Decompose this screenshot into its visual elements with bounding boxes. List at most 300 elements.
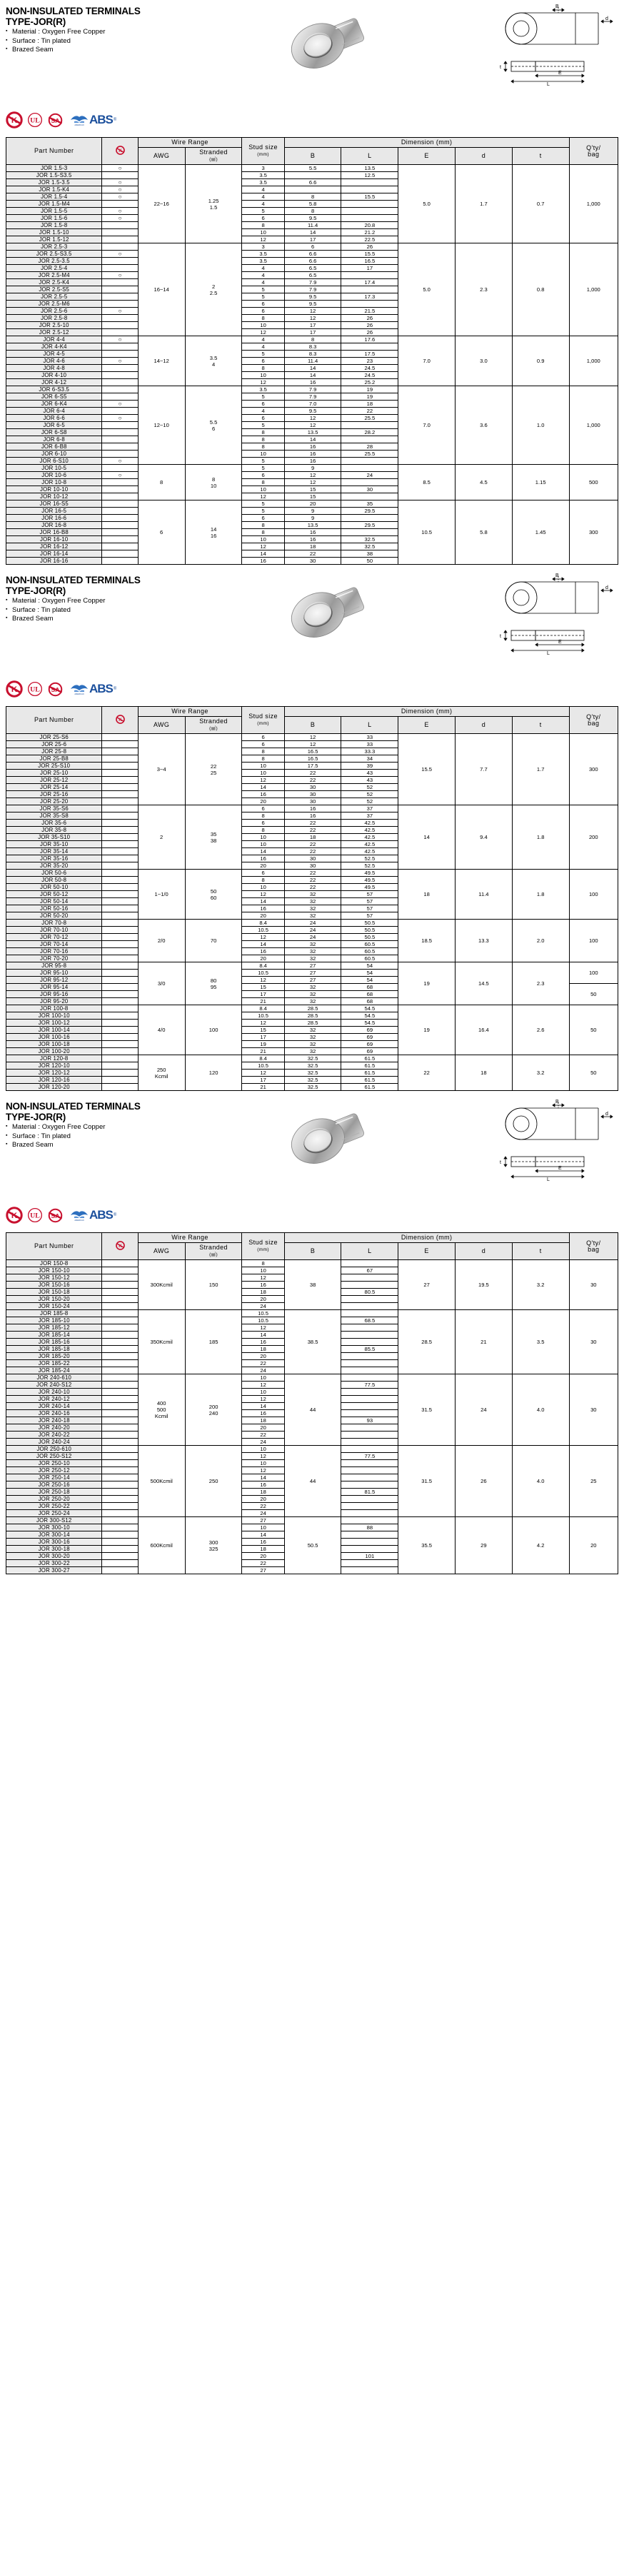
part-number-cell[interactable]: JOR 70-16 (6, 948, 102, 955)
svg-text:B: B (555, 573, 559, 578)
kc-mark-cell (102, 386, 138, 393)
qty-label2: bag (588, 719, 600, 727)
dim-d-cell: 19.5 (456, 1260, 513, 1310)
part-number-cell[interactable]: JOR 120-16 (6, 1077, 102, 1084)
part-number-cell[interactable]: JOR 25-8 (6, 748, 102, 755)
part-number-cell[interactable]: JOR 16-6 (6, 515, 102, 522)
kc-mark-cell (102, 805, 138, 812)
dim-L-cell: 101 (341, 1553, 398, 1560)
part-number-cell[interactable]: JOR 120-10 (6, 1062, 102, 1070)
dim-L-cell: 19 (341, 386, 398, 393)
specification-table (6, 706, 618, 1091)
dim-L-cell: 81.5 (341, 1489, 398, 1496)
part-number-cell[interactable]: JOR 150-20 (6, 1296, 102, 1303)
table-row (6, 870, 618, 877)
stud-size-cell: 27 (242, 1567, 284, 1574)
part-number-cell[interactable]: JOR 16-B8 (6, 529, 102, 536)
part-number-cell[interactable]: JOR 150-8 (6, 1260, 102, 1267)
kc-mark-cell (102, 436, 138, 443)
dim-t-cell: 0.9 (512, 336, 569, 386)
dim-L-cell: 17.4 (341, 279, 398, 286)
part-number-cell[interactable]: JOR 6-8 (6, 436, 102, 443)
dim-d-cell: 13.3 (456, 920, 513, 962)
svg-text:d: d (605, 585, 608, 590)
dim-t-cell: 4.2 (512, 1517, 569, 1574)
dim-d-cell: 11.4 (456, 870, 513, 920)
part-number-cell[interactable]: JOR 50-20 (6, 912, 102, 920)
part-number-cell[interactable]: JOR 250-24 (6, 1510, 102, 1517)
part-number-cell[interactable]: JOR 150-12 (6, 1274, 102, 1282)
part-number-cell[interactable]: JOR 2.5-M4 (6, 272, 102, 279)
part-number-cell[interactable]: JOR 10-12 (6, 493, 102, 500)
part-number-cell[interactable]: JOR 185-12 (6, 1324, 102, 1332)
qty-label: Q'ty/ (586, 713, 601, 720)
dim-L-cell: 33 (341, 741, 398, 748)
table-row (6, 336, 618, 343)
kc-mark-cell (102, 265, 138, 272)
part-number-cell[interactable]: JOR 50-6 (6, 870, 102, 877)
dim-B-cell: 6.6 (284, 179, 341, 186)
part-number-cell[interactable]: JOR 1.5-4 (6, 193, 102, 201)
part-number-cell[interactable]: JOR 150-18 (6, 1289, 102, 1296)
part-number-cell[interactable]: JOR 1.5-3.5 (6, 179, 102, 186)
dim-B-cell: 12 (284, 741, 341, 748)
part-number-cell[interactable]: JOR 240-20 (6, 1424, 102, 1432)
part-number-cell[interactable]: JOR 6-K4 (6, 401, 102, 408)
part-number-cell[interactable]: JOR 1.5-M4 (6, 201, 102, 208)
part-number-cell[interactable]: JOR 50-12 (6, 891, 102, 898)
stud-size-cell: 16 (242, 1282, 284, 1289)
stud-size-cell: 10 (242, 763, 284, 770)
part-number-cell[interactable]: JOR 120-20 (6, 1084, 102, 1091)
ul-certification-icon (27, 112, 43, 128)
part-number-cell[interactable]: JOR 2.5-S5 (6, 286, 102, 293)
part-number-cell[interactable]: JOR 185-18 (6, 1346, 102, 1353)
part-number-cell[interactable]: JOR 100-8 (6, 1005, 102, 1012)
awg-cell: 1~1/0 (138, 870, 185, 920)
part-number-cell[interactable]: JOR 35-16 (6, 855, 102, 862)
part-number-cell[interactable]: JOR 2.5-4 (6, 265, 102, 272)
part-number-cell[interactable]: JOR 35-10 (6, 841, 102, 848)
part-number-cell[interactable]: JOR 10-5 (6, 465, 102, 472)
part-number-cell[interactable]: JOR 2.5-3.5 (6, 258, 102, 265)
kc-mark-cell (102, 977, 138, 984)
certification-logos (6, 1207, 116, 1224)
kc-mark-cell (102, 1020, 138, 1027)
stud-size-label: Stud size (248, 1239, 278, 1246)
dim-t-cell: 0.7 (512, 165, 569, 243)
part-number-cell[interactable]: JOR 70-14 (6, 941, 102, 948)
kc-mark-cell: ○ (102, 165, 138, 172)
dim-B-cell: 16 (284, 812, 341, 820)
part-number-cell[interactable]: JOR 25-10 (6, 770, 102, 777)
part-number-cell[interactable]: JOR 4-6 (6, 358, 102, 365)
csa-certification-icon (47, 1207, 64, 1224)
part-number-cell[interactable]: JOR 1.5-S3.5 (6, 172, 102, 179)
col-stranded (185, 148, 242, 165)
dim-L-cell: 43 (341, 770, 398, 777)
part-number-cell[interactable]: JOR 100-20 (6, 1048, 102, 1055)
part-number-cell[interactable]: JOR 1.5-5 (6, 208, 102, 215)
dim-B-cell: 9.5 (284, 293, 341, 301)
part-number-cell[interactable]: JOR 4-K4 (6, 343, 102, 351)
part-number-cell[interactable]: JOR 50-8 (6, 877, 102, 884)
part-number-cell[interactable]: JOR 25-S10 (6, 763, 102, 770)
part-number-cell[interactable]: JOR 25-20 (6, 798, 102, 805)
kc-mark-cell: ○ (102, 193, 138, 201)
part-number-cell[interactable]: JOR 35-14 (6, 848, 102, 855)
part-number-cell[interactable]: JOR 185-14 (6, 1332, 102, 1339)
svg-text:UL: UL (30, 685, 40, 694)
part-number-cell[interactable]: JOR 250-12 (6, 1467, 102, 1474)
stud-size-cell: 6 (242, 741, 284, 748)
stud-size-cell: 3 (242, 165, 284, 172)
col-dim-L: L (341, 148, 398, 165)
part-number-cell[interactable]: JOR 300-20 (6, 1553, 102, 1560)
dim-B-cell: 22 (284, 770, 341, 777)
part-number-cell[interactable]: JOR 95-20 (6, 998, 102, 1005)
svg-text:t: t (500, 65, 501, 70)
dim-L-cell (341, 1474, 398, 1481)
part-number-cell[interactable]: JOR 240-18 (6, 1417, 102, 1424)
kc-mark-cell (102, 1467, 138, 1474)
kc-mark-cell (102, 1012, 138, 1020)
dim-L-cell (341, 1439, 398, 1446)
part-number-cell[interactable]: JOR 1.5-K4 (6, 186, 102, 193)
part-number-cell[interactable]: JOR 4-4 (6, 336, 102, 343)
part-number-cell[interactable]: JOR 250-610 (6, 1446, 102, 1453)
dim-B-cell: 50.5 (284, 1517, 341, 1574)
part-number-cell[interactable]: JOR 25-12 (6, 777, 102, 784)
part-number-cell[interactable]: JOR 35-6 (6, 820, 102, 827)
part-number-cell[interactable]: JOR 185-16 (6, 1339, 102, 1346)
part-number-cell[interactable]: JOR 10-8 (6, 479, 102, 486)
part-number-cell[interactable]: JOR 4-5 (6, 351, 102, 358)
stud-size-cell: 3.5 (242, 172, 284, 179)
part-number-cell[interactable]: JOR 2.5-3 (6, 243, 102, 251)
dim-B-cell: 32.5 (284, 1055, 341, 1062)
part-number-cell[interactable]: JOR 25-16 (6, 791, 102, 798)
stud-size-cell: 6 (242, 308, 284, 315)
stud-size-cell: 17 (242, 991, 284, 998)
kc-mark-cell (102, 1048, 138, 1055)
part-number-cell[interactable]: JOR 70-20 (6, 955, 102, 962)
table-row (6, 1310, 618, 1317)
part-number-cell[interactable]: JOR 70-12 (6, 934, 102, 941)
part-number-cell[interactable]: JOR 250-10 (6, 1460, 102, 1467)
dim-L-cell (341, 186, 398, 193)
stud-size-cell: 8 (242, 315, 284, 322)
svg-text:d: d (605, 16, 608, 21)
part-number-cell[interactable]: JOR 300-18 (6, 1546, 102, 1553)
part-number-cell[interactable]: JOR 16-S5 (6, 500, 102, 508)
part-number-cell[interactable]: JOR 6-6 (6, 415, 102, 422)
kc-mark-cell (102, 1077, 138, 1084)
part-number-cell[interactable]: JOR 250-20 (6, 1496, 102, 1503)
part-number-cell[interactable]: JOR 150-10 (6, 1267, 102, 1274)
dim-L-cell (341, 201, 398, 208)
part-number-cell[interactable]: JOR 2.5-M6 (6, 301, 102, 308)
dim-L-cell: 43 (341, 777, 398, 784)
dim-B-cell: 32.5 (284, 1062, 341, 1070)
part-number-cell[interactable]: JOR 35-S10 (6, 834, 102, 841)
dim-B-cell: 22 (284, 827, 341, 834)
stranded-unit: (㎟) (209, 726, 218, 731)
part-number-cell[interactable]: JOR 6-S8 (6, 429, 102, 436)
svg-text:AMERICAN: AMERICAN (74, 124, 84, 126)
col-kc-mark (102, 1233, 138, 1260)
part-number-cell[interactable]: JOR 6-S10 (6, 458, 102, 465)
part-number-cell[interactable]: JOR 25-S6 (6, 734, 102, 741)
part-number-cell[interactable]: JOR 6-4 (6, 408, 102, 415)
part-number-cell[interactable]: JOR 240-610 (6, 1374, 102, 1382)
page-subtitle: TYPE-JOR(R) (6, 1112, 66, 1122)
kc-mark-cell (102, 1424, 138, 1432)
part-number-cell[interactable]: JOR 25-B8 (6, 755, 102, 763)
stud-size-cell: 10 (242, 1374, 284, 1382)
stud-size-cell: 4 (242, 336, 284, 343)
dim-E-cell: 5.0 (398, 243, 456, 336)
kc-mark-cell (102, 351, 138, 358)
stud-size-cell: 4 (242, 279, 284, 286)
certification-logos (6, 111, 116, 129)
part-number-cell[interactable]: JOR 240-14 (6, 1403, 102, 1410)
kc-mark-cell (102, 500, 138, 508)
kc-mark-cell (102, 1367, 138, 1374)
qty-bag-cell: 30 (569, 1260, 618, 1310)
part-number-cell[interactable]: JOR 100-16 (6, 1034, 102, 1041)
part-number-cell[interactable]: JOR 250-16 (6, 1481, 102, 1489)
stud-size-cell: 24 (242, 1439, 284, 1446)
part-number-cell[interactable]: JOR 16-16 (6, 558, 102, 565)
part-number-cell[interactable]: JOR 250-S12 (6, 1453, 102, 1460)
part-number-cell[interactable]: JOR 100-14 (6, 1027, 102, 1034)
part-number-cell[interactable]: JOR 300-14 (6, 1531, 102, 1539)
part-number-cell[interactable]: JOR 70-10 (6, 927, 102, 934)
part-number-cell[interactable]: JOR 1.5-12 (6, 236, 102, 243)
table-row (6, 1260, 618, 1267)
part-number-cell[interactable]: JOR 300-27 (6, 1567, 102, 1574)
qty-bag-cell: 500 (569, 465, 618, 500)
part-number-cell[interactable]: JOR 6-5 (6, 422, 102, 429)
dim-L-cell: 42.5 (341, 820, 398, 827)
part-number-cell[interactable]: JOR 100-10 (6, 1012, 102, 1020)
part-number-cell[interactable]: JOR 4-12 (6, 379, 102, 386)
dim-d-cell: 26 (456, 1446, 513, 1517)
dim-t-cell: 1.45 (512, 500, 569, 565)
part-number-cell[interactable]: JOR 10-10 (6, 486, 102, 493)
stud-size-label: Stud size (248, 144, 278, 151)
part-number-cell[interactable]: JOR 6-10 (6, 451, 102, 458)
part-number-cell[interactable]: JOR 6-S3.5 (6, 386, 102, 393)
dim-B-cell: 9.5 (284, 215, 341, 222)
dim-d-cell: 16.4 (456, 1005, 513, 1055)
part-number-cell[interactable]: JOR 185-22 (6, 1360, 102, 1367)
awg-cell: 500Kcmil (138, 1446, 185, 1517)
part-number-cell[interactable]: JOR 25-6 (6, 741, 102, 748)
part-number-cell[interactable]: JOR 185-8 (6, 1310, 102, 1317)
part-number-cell[interactable]: JOR 2.5-8 (6, 315, 102, 322)
qty-bag-cell: 100 (569, 962, 618, 984)
part-number-cell[interactable]: JOR 240-24 (6, 1439, 102, 1446)
part-number-cell[interactable]: JOR 35-S6 (6, 805, 102, 812)
part-number-cell[interactable]: JOR 240-S12 (6, 1382, 102, 1389)
dim-E-cell: 28.5 (398, 1310, 456, 1374)
part-number-cell[interactable]: JOR 2.5-6 (6, 308, 102, 315)
svg-text:K: K (11, 685, 18, 695)
dim-L-cell (341, 1517, 398, 1524)
col-dimension: Dimension (mm) (284, 1233, 569, 1243)
part-number-cell[interactable]: JOR 120-8 (6, 1055, 102, 1062)
kc-mark-cell (102, 1084, 138, 1091)
stud-size-cell: 12 (242, 1453, 284, 1460)
part-number-cell[interactable]: JOR 100-12 (6, 1020, 102, 1027)
stud-size-cell: 14 (242, 1403, 284, 1410)
abs-certification-icon: AMERICAN ABS ® (70, 682, 116, 696)
part-number-cell[interactable]: JOR 300-10 (6, 1524, 102, 1531)
dim-B-cell: 30 (284, 798, 341, 805)
part-number-cell[interactable]: JOR 2.5-10 (6, 322, 102, 329)
part-number-cell[interactable]: JOR 6-B8 (6, 443, 102, 451)
part-number-cell[interactable]: JOR 1.5-10 (6, 229, 102, 236)
part-number-cell[interactable]: JOR 16-5 (6, 508, 102, 515)
dim-B-cell: 12 (284, 734, 341, 741)
part-number-cell[interactable]: JOR 185-20 (6, 1353, 102, 1360)
part-number-cell[interactable]: JOR 10-6 (6, 472, 102, 479)
part-number-cell[interactable]: JOR 1.5-8 (6, 222, 102, 229)
dim-L-cell (341, 1353, 398, 1360)
awg-cell: 4/0 (138, 1005, 185, 1055)
col-dim-d: d (456, 1243, 513, 1260)
stud-size-cell: 15 (242, 1027, 284, 1034)
part-number-cell[interactable]: JOR 100-18 (6, 1041, 102, 1048)
kc-mark-cell (102, 1317, 138, 1324)
part-number-cell[interactable]: JOR 95-8 (6, 962, 102, 970)
part-number-cell[interactable]: JOR 240-12 (6, 1396, 102, 1403)
stud-size-cell: 16 (242, 1339, 284, 1346)
dim-B-cell: 32 (284, 955, 341, 962)
part-number-cell[interactable]: JOR 250-22 (6, 1503, 102, 1510)
part-number-cell[interactable]: JOR 300-16 (6, 1539, 102, 1546)
part-number-cell[interactable]: JOR 1.5-6 (6, 215, 102, 222)
dim-t-cell: 3.5 (512, 1310, 569, 1374)
part-number-cell[interactable]: JOR 35-20 (6, 862, 102, 870)
dim-B-cell: 38 (284, 1260, 341, 1310)
qty-bag-cell: 50 (569, 984, 618, 1005)
dim-L-cell: 42.5 (341, 848, 398, 855)
part-number-cell[interactable]: JOR 70-8 (6, 920, 102, 927)
dim-B-cell: 13.5 (284, 522, 341, 529)
stud-size-cell: 5 (242, 286, 284, 293)
kc-certification-icon (6, 680, 23, 698)
awg-cell: 8 (138, 465, 185, 500)
dim-L-cell (341, 1432, 398, 1439)
part-number-cell[interactable]: JOR 300-22 (6, 1560, 102, 1567)
kc-mark-cell (102, 891, 138, 898)
part-number-cell[interactable]: JOR 35-8 (6, 827, 102, 834)
part-number-cell[interactable]: JOR 2.5-S3.5 (6, 251, 102, 258)
part-number-cell[interactable]: JOR 6-S5 (6, 393, 102, 401)
dim-L-cell: 50 (341, 558, 398, 565)
part-number-cell[interactable]: JOR 16-12 (6, 543, 102, 550)
part-number-cell[interactable]: JOR 95-14 (6, 984, 102, 991)
part-number-cell[interactable]: JOR 2.5-5 (6, 293, 102, 301)
part-number-cell[interactable]: JOR 16-8 (6, 522, 102, 529)
dim-L-cell (341, 1446, 398, 1453)
part-number-cell[interactable]: JOR 300-S12 (6, 1517, 102, 1524)
dim-L-cell: 39 (341, 763, 398, 770)
part-number-cell[interactable]: JOR 50-16 (6, 905, 102, 912)
part-number-cell[interactable]: JOR 185-24 (6, 1367, 102, 1374)
stud-size-cell: 10 (242, 451, 284, 458)
part-number-cell[interactable]: JOR 95-16 (6, 991, 102, 998)
part-number-cell[interactable]: JOR 4-8 (6, 365, 102, 372)
stud-size-cell: 16 (242, 855, 284, 862)
kc-mark-cell: ○ (102, 186, 138, 193)
part-number-cell[interactable]: JOR 150-24 (6, 1303, 102, 1310)
part-number-cell[interactable]: JOR 95-10 (6, 970, 102, 977)
part-number-cell[interactable]: JOR 150-16 (6, 1282, 102, 1289)
part-number-cell[interactable]: JOR 185-10 (6, 1317, 102, 1324)
part-number-cell[interactable]: JOR 120-12 (6, 1070, 102, 1077)
part-number-cell[interactable]: JOR 240-22 (6, 1432, 102, 1439)
dim-L-cell: 61.5 (341, 1077, 398, 1084)
dim-L-cell (341, 1339, 398, 1346)
kc-mark-cell: ○ (102, 415, 138, 422)
dim-L-cell: 52 (341, 784, 398, 791)
part-number-cell[interactable]: JOR 1.5-3 (6, 165, 102, 172)
dim-L-cell (341, 493, 398, 500)
dim-E-cell: 7.0 (398, 336, 456, 386)
stud-size-cell: 10 (242, 1446, 284, 1453)
part-number-cell[interactable]: JOR 25-14 (6, 784, 102, 791)
stud-size-cell: 10 (242, 486, 284, 493)
part-number-cell[interactable]: JOR 240-16 (6, 1410, 102, 1417)
part-number-cell[interactable]: JOR 50-14 (6, 898, 102, 905)
part-number-cell[interactable]: JOR 240-10 (6, 1389, 102, 1396)
part-number-cell[interactable]: JOR 2.5-K4 (6, 279, 102, 286)
kc-mark-cell (102, 962, 138, 970)
dim-L-cell: 60.5 (341, 955, 398, 962)
svg-text:AMERICAN: AMERICAN (74, 1219, 84, 1222)
dim-L-cell: 21.2 (341, 229, 398, 236)
awg-cell: 22~16 (138, 165, 185, 243)
stud-size-cell: 6 (242, 472, 284, 479)
part-number-cell[interactable]: JOR 2.5-12 (6, 329, 102, 336)
spec-bullet: ▪ Surface : Tin plated (6, 606, 624, 615)
dim-L-cell: 68.5 (341, 1317, 398, 1324)
part-number-cell[interactable]: JOR 16-14 (6, 550, 102, 558)
dim-L-cell: 38 (341, 550, 398, 558)
table-row (6, 1005, 618, 1012)
kc-mark-cell (102, 1539, 138, 1546)
part-number-cell[interactable]: JOR 250-14 (6, 1474, 102, 1481)
stud-size-cell: 19 (242, 1041, 284, 1048)
dim-L-cell: 69 (341, 1041, 398, 1048)
part-number-cell[interactable]: JOR 95-12 (6, 977, 102, 984)
part-number-cell[interactable]: JOR 50-10 (6, 884, 102, 891)
kc-mark-cell: ○ (102, 308, 138, 315)
part-number-cell[interactable]: JOR 35-S8 (6, 812, 102, 820)
dim-B-cell: 11.4 (284, 358, 341, 365)
dim-E-cell: 19 (398, 1005, 456, 1055)
part-number-cell[interactable]: JOR 250-18 (6, 1489, 102, 1496)
stud-size-cell: 24 (242, 1303, 284, 1310)
stranded-cell: 22 25 (185, 734, 242, 805)
part-number-cell[interactable]: JOR 16-10 (6, 536, 102, 543)
dim-L-cell (341, 1467, 398, 1474)
part-number-cell[interactable]: JOR 4-10 (6, 372, 102, 379)
